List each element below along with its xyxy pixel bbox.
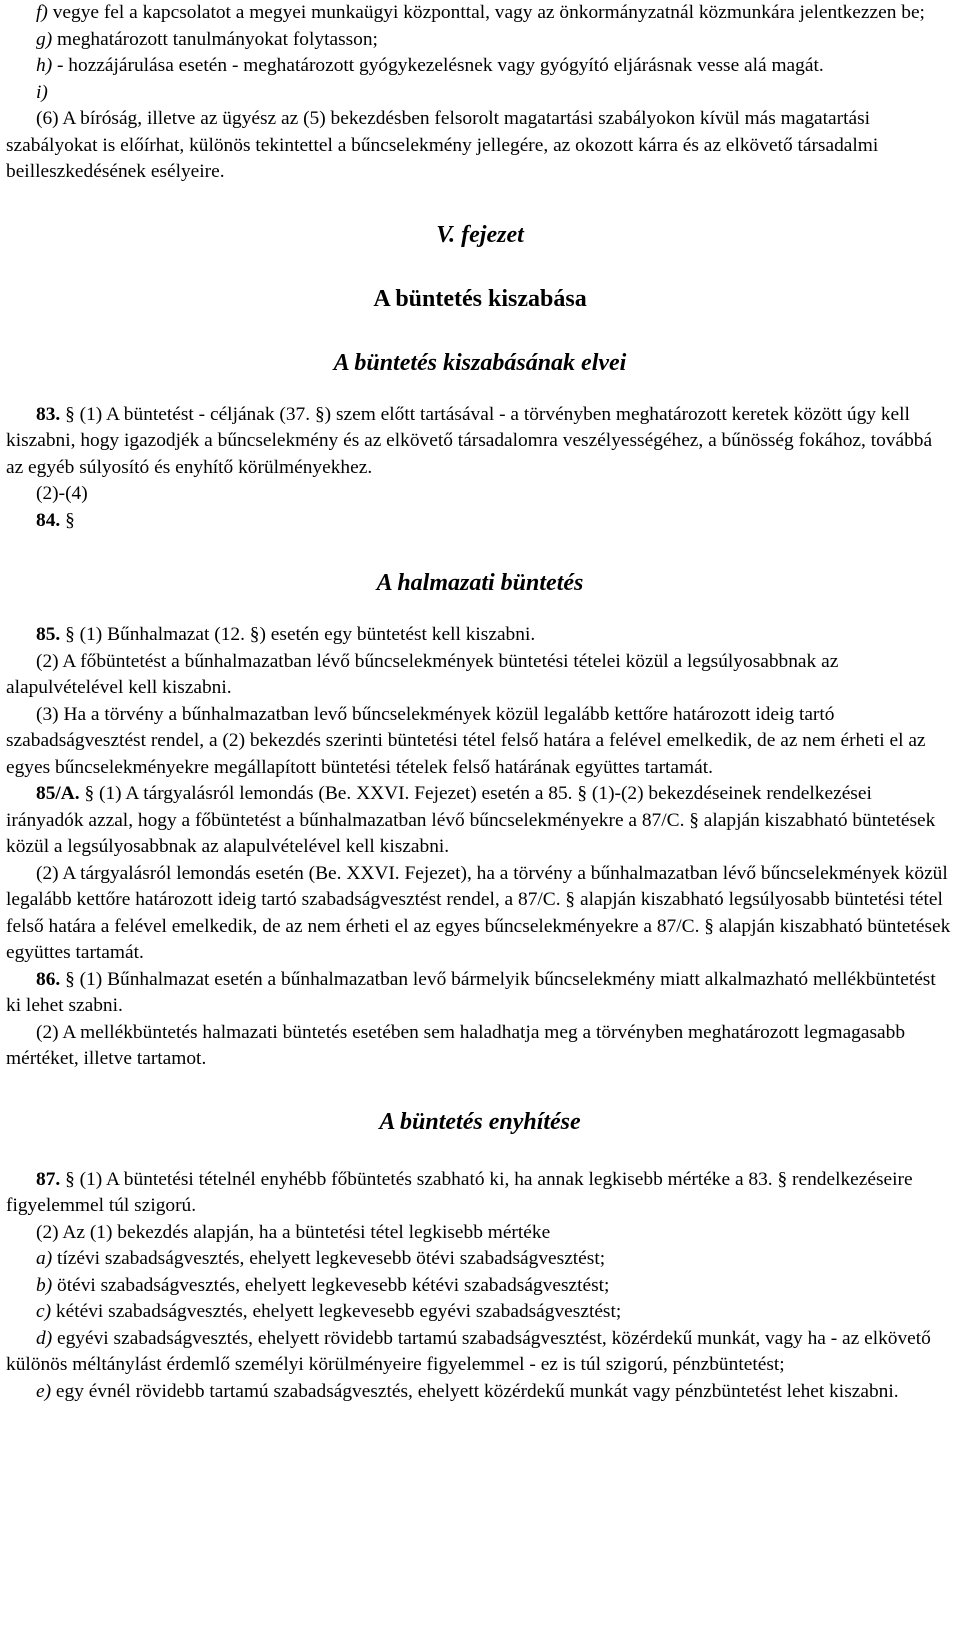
- section-87-p2: (2) Az (1) bekezdés alapján, ha a büntetési tétel legkisebb mértéke: [36, 1221, 551, 1243]
- item-d: [6, 1326, 954, 1379]
- spacer: [6, 598, 954, 622]
- item-text: kétévi szabadságvesztés, ehelyett legkevesebb egyévi szabadságvesztést;: [51, 1301, 622, 1322]
- section-text: § (1) Bűnhalmazat esetén a bűnhalmazatban levő bármelyik bűncselekmény miatt alkalmazható mellékbüntetést ki lehet szabni.: [6, 968, 936, 1016]
- item-text: tízévi szabadságvesztés, ehelyett legkevesebb ötévi szabadságvesztést;: [52, 1248, 606, 1269]
- spacer: [6, 314, 954, 348]
- section-number: 87.: [36, 1168, 61, 1190]
- section-84: [6, 508, 954, 535]
- spacer: [6, 250, 954, 284]
- spacer: [6, 186, 954, 220]
- section-text: § (1) A büntetési tételnél enyhébb főbüntetés szabható ki, ha annak legkisebb mértéke a 83. § rendelkezéseire figyelemmel túl szigorú.: [6, 1168, 913, 1216]
- item-letter: e): [36, 1380, 52, 1402]
- section-83-p24: (2)-(4): [36, 483, 88, 504]
- item-text: meghatározott tanulmányokat folytasson;: [52, 28, 378, 50]
- paragraph-i: [6, 80, 954, 107]
- section-heading: A halmazati büntetés: [376, 570, 584, 596]
- item-letter: i): [36, 81, 48, 103]
- item-letter: h): [36, 55, 53, 76]
- section-number: 83.: [36, 403, 61, 425]
- chapter-heading: V. fejezet: [436, 221, 524, 248]
- section-text: § (1) A büntetést - céljának (37. §) szem előtt tartásával - a törvényben meghatározott keretek között úgy kell kiszabni, hogy igazodjék a bűncselekmény és az elkövető társadalomra veszélyességéhez, a bűnösség fokához, továbbá az egyéb súlyosító és enyhítő körülményekhez.: [6, 403, 933, 478]
- item-letter: d): [36, 1327, 53, 1349]
- item-b: [6, 1273, 954, 1300]
- section-87: [6, 1167, 954, 1220]
- section-number: 86.: [36, 968, 61, 990]
- item-text: vegye fel a kapcsolatot a megyei munkaügyi központtal, vagy az önkormányzatnál közmunkára jelentkezzen be;: [47, 2, 925, 23]
- spacer: [6, 378, 954, 402]
- item-letter: g): [36, 28, 53, 50]
- section-text: § (1) A tárgyalásról lemondás (Be. XXVI. Fejezet) esetén a 85. § (1)-(2) bekezdéseinek rendelkezései irányadók azzal, hogy a főbüntetést a bűnhalmazatban lévő bűncselekményekre a 87/C. § alapján kiszabható büntetések közül a legsúlyosabbnak az alapulvételével kell kiszabni.: [6, 783, 936, 857]
- item-a: [6, 1246, 954, 1273]
- spacer: [6, 1137, 954, 1167]
- spacer: [6, 1073, 954, 1107]
- section-heading: A büntetés kiszabásának elvei: [333, 349, 627, 376]
- section-number: 85/A.: [36, 783, 80, 804]
- section-number: 84.: [36, 509, 61, 531]
- paragraph-h: [6, 53, 954, 80]
- section-85a-p2: (2) A tárgyalásról lemondás esetén (Be. XXVI. Fejezet), ha a törvény a bűnhalmazatban lévő bűncselekmények közül legalább kettőre határozott ideig tartó szabadságvesztést rendel, a 87/C. § alapján kiszabható legsúlyosabb büntetési tétel felső határa a felével emelkedik, de az nem érheti el az egyes bűncselekményekre a 87/C. § alapján kiszabható büntetések együttes tartamát.: [6, 862, 951, 963]
- item-letter: c): [36, 1301, 52, 1322]
- paragraph-6: (6) A bíróság, illetve az ügyész az (5) bekezdésben felsorolt magatartási szabályokon kívül más magatartási szabályokat is előírhat, különös tekintettel a bűncselekmény jellegére, az okozott kárra és az elkövető társadalmi beilleszkedésének esélyeire.: [6, 108, 879, 182]
- chapter-title: A büntetés kiszabása: [373, 285, 587, 312]
- section-85-p3: (3) Ha a törvény a bűnhalmazatban levő bűncselekmények közül legalább kettőre határozott ideig tartó szabadságvesztést rendel, a (2) bekezdés szerinti büntetési tétel felső határa a felével emelkedik, de az nem érheti el az egyes bűncselekményekre megállapított büntetési tételek felső határának együttes tartamát.: [6, 703, 926, 778]
- item-letter: b): [36, 1274, 53, 1296]
- item-text: egy évnél rövidebb tartamú szabadságvesztés, ehelyett közérdekű munkát vagy pénzbüntetést lehet kiszabni.: [51, 1380, 899, 1402]
- section-85: [6, 622, 954, 649]
- section-86: [6, 967, 954, 1020]
- item-text: ötévi szabadságvesztés, ehelyett legkevesebb kétévi szabadságvesztést;: [52, 1274, 610, 1296]
- section-number: 85.: [36, 624, 61, 645]
- section-86-p2: (2) A mellékbüntetés halmazati büntetés esetében sem haladhatja meg a törvényben meghatározott legmagasabb mértéket, illetve tartamot.: [6, 1021, 906, 1069]
- section-85a: [6, 781, 954, 861]
- section-85-p2: (2) A főbüntetést a bűnhalmazatban lévő bűncselekmények büntetési tételei közül a legsúlyosabbnak az alapulvételével kell kiszabni.: [6, 650, 839, 698]
- item-text: egyévi szabadságvesztés, ehelyett rövidebb tartamú szabadságvesztést, közérdekű munkát, vagy ha - az elkövető különös méltánylást érdemlő személyi körülményeire figyelemmel - ez is túl szigorú, pénzbüntetést;: [6, 1327, 931, 1375]
- section-text: §: [60, 509, 75, 531]
- section-83: [6, 402, 954, 482]
- item-letter: a): [36, 1248, 53, 1269]
- paragraph-g: [6, 27, 954, 54]
- item-e: [6, 1379, 954, 1406]
- section-heading: A büntetés enyhítése: [379, 1108, 581, 1135]
- item-c: [6, 1299, 954, 1326]
- paragraph-f: [6, 0, 954, 27]
- section-text: § (1) Bűnhalmazat (12. §) esetén egy büntetést kell kiszabni.: [60, 624, 536, 645]
- item-letter: f): [36, 2, 48, 23]
- item-text: - hozzájárulása esetén - meghatározott gyógykezelésnek vagy gyógyító eljárásnak vesse alá magát.: [52, 55, 824, 76]
- spacer: [6, 534, 954, 568]
